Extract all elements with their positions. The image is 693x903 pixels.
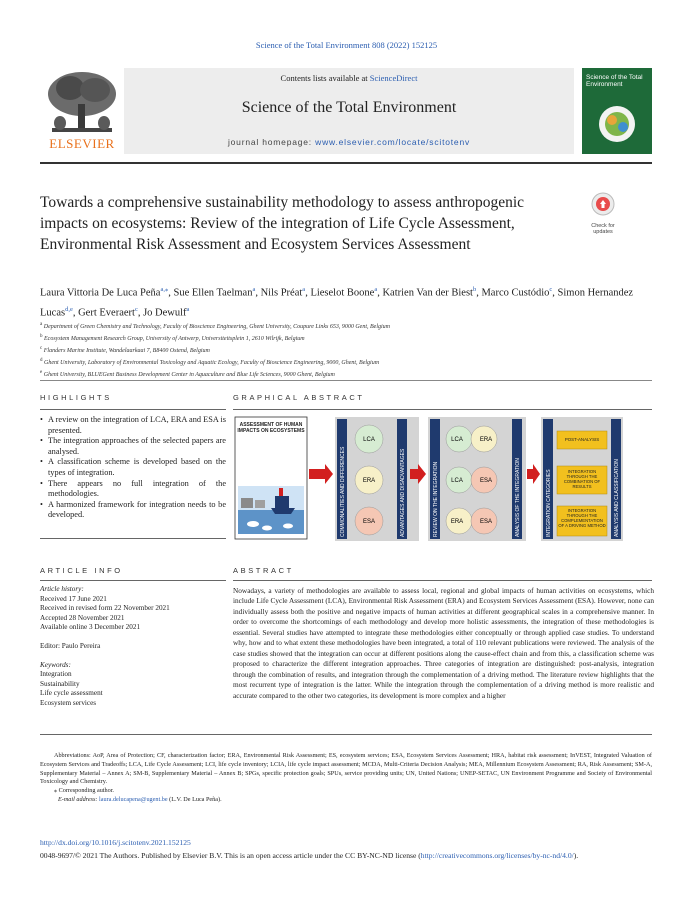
affiliation-mark: a [40, 322, 43, 327]
review-label: REVIEW ON THE INTEGRATION [433, 461, 439, 537]
author-name[interactable]: Marco Custódio [481, 287, 550, 299]
author-separator: , [552, 287, 558, 299]
affiliation-item [40, 344, 640, 356]
history-label: Article history: [40, 585, 84, 593]
flow-arrow-1 [309, 464, 333, 484]
author-separator: , [137, 307, 144, 318]
license-prefix: 0048-9697/© 2021 The Authors. Published by Elsevier B.V. This is an open access article under the CC BY-NC-ND license ( [40, 851, 421, 860]
ecosystem-illustration-icon [238, 486, 304, 534]
journal-homepage [130, 137, 568, 147]
highlights-list [40, 415, 226, 521]
bullet-icon: • [40, 415, 43, 424]
doi-link[interactable]: http://dx.doi.org/10.1016/j.scitotenv.2021.152125 [40, 838, 191, 847]
author-list [40, 282, 640, 321]
analysis-label: ANALYSIS OF THE INTEGRATION [515, 458, 521, 537]
keywords-label: Keywords: [40, 660, 71, 669]
combination-label: INTEGRATION THROUGH THE COMBINATION OF RESULTS [563, 469, 601, 489]
flow-arrow-3 [527, 464, 540, 484]
pair3-esa-label: ESA [479, 519, 493, 525]
highlight-item [40, 457, 226, 478]
pair1-era-label: ERA [479, 437, 493, 443]
email-label: E-mail address: [58, 795, 100, 803]
history-item: Received in revised form 22 November 2021 [40, 604, 170, 613]
assessment-box-title: ASSESSMENT OF HUMAN IMPACTS ON ECOSYSTEMS [237, 422, 305, 434]
author-separator: , [305, 287, 311, 299]
author-affiliation-mark[interactable]: b [472, 286, 477, 293]
author-name[interactable]: Gert Everaert [78, 307, 135, 318]
journal-title: Science of the Total Environment [241, 99, 457, 116]
keyword: Life cycle assessment [40, 689, 103, 698]
author-affiliation-mark[interactable]: a [374, 286, 378, 293]
check-for-updates-badge[interactable] [584, 192, 622, 235]
complementation-label: INTEGRATION THROUGH THE COMPLEMENTATION OF A DRIVING METHOD [558, 508, 606, 528]
abbreviations-footnote: Abbreviations: AoP, Area of Protection; CF, characterization factor; ERA, Environmental Risk Assessment; ES, ecosystem services; ESA, Ecosystem Services Assessment; HRA, habitat risk assessment; InVEST, Integrated Valuation of Ecosystem Services and Tradeoffs; LCA, Life Cycle Assessment; LCI, life cycle inventory; LCIA, life cycle impact assessment; MCDA, Multi-Criteria Decision Analysis; MEA, Millennium Ecosystem Assessment; RA, Risk Assessment; SM-A, Supplementary Material – Annex A; SM-B, Supplementary Material – Annex B; SPGs, specific protection goals; SPUs, service providing units; UN, United Nations; UNEP-SETAC, UN Environment Programme and Society of Environmental Toxicology and Chemistry. [40, 752, 652, 786]
pair3-era-label: ERA [450, 519, 464, 525]
crossmark-label: Check for updates [591, 223, 615, 235]
article-info-rule [40, 580, 226, 581]
affiliation-list [40, 320, 640, 380]
bullet-icon: • [40, 457, 43, 467]
commonalities-label: COMMONALITIES AND DIFFERENCES [340, 446, 346, 537]
affiliation-item [40, 356, 640, 368]
history-item: Accepted 28 November 2021 [40, 613, 125, 622]
cover-art-icon [582, 98, 652, 154]
affiliation-text: Ghent University, BLUEGent Business Development Center in Aquaculture and Blue Life Sciences, 9000 Ghent, Belgium [43, 372, 335, 378]
email-suffix: (L.V. De Luca Peña). [167, 795, 222, 803]
contents-prefix: Contents lists available at [280, 73, 370, 83]
history-item: Available online 3 December 2021 [40, 623, 141, 632]
corresponding-author-note: ⁎ Corresponding author. [54, 787, 114, 795]
keyword: Integration [40, 670, 72, 679]
homepage-link[interactable]: www.elsevier.com/locate/scitotenv [315, 137, 471, 147]
license-statement [40, 850, 652, 862]
journal-reference[interactable]: Science of the Total Environment 808 (2022) 152125 [255, 40, 438, 50]
footnotes [40, 752, 652, 805]
affiliation-text: Flanders Marine Institute, Wandelaarkaai 7, B8400 Ostend, Belgium [43, 348, 210, 354]
contents-line [130, 73, 568, 83]
author-name[interactable]: Nils Préat [260, 287, 303, 299]
highlight-text: A classification scheme is developed based on the types of integration. [48, 457, 226, 477]
author-name[interactable]: Lieselot Boone [310, 287, 375, 299]
keyword: Sustainability [40, 679, 80, 688]
bullet-icon: • [40, 499, 43, 509]
author-affiliation-mark[interactable]: c [134, 305, 138, 313]
classification-label: ANALYSIS AND CLASSIFICATION [614, 459, 620, 537]
sciencedirect-link[interactable]: ScienceDirect [369, 73, 418, 83]
post-analysis-label: POST-ANALYSIS [564, 437, 600, 442]
affiliation-mark: b [40, 334, 43, 339]
author-separator: , [255, 287, 261, 299]
article-info [40, 585, 226, 709]
author-affiliation-mark[interactable]: d,e [65, 305, 73, 313]
author-name[interactable]: Simon Hernandez Lucas [40, 287, 634, 318]
cover-title: Science of the Total Environment [586, 74, 643, 88]
highlight-text: A harmonized framework for integration needs to be developed. [48, 499, 226, 520]
lca-circle-label: LCA [363, 437, 375, 443]
email-link[interactable]: laura.delucapena@ugent.be [99, 795, 168, 803]
affiliation-text: Ecosystem Management Research Group, University of Antwerp, Universiteitsplein 1, 2610 Wilrijk, Belgium [44, 336, 305, 342]
history-item: Received 17 June 2021 [40, 594, 107, 603]
categories-label: INTEGRATION CATEGORIES [546, 469, 552, 537]
advantages-label: ADVANTAGES AND DISADVANTAGES [400, 448, 406, 537]
homepage-prefix: journal homepage: [227, 137, 316, 147]
author-affiliation-mark[interactable]: a [302, 286, 306, 293]
crossmark-icon [584, 192, 622, 218]
author-affiliation-mark[interactable]: a,⁎ [160, 286, 169, 293]
highlights-bottom-rule [40, 538, 226, 539]
header-divider [40, 162, 652, 164]
author-affiliation-mark[interactable]: c [549, 286, 553, 293]
author-name[interactable]: Sue Ellen Taelman [173, 287, 253, 299]
highlights-top-rule [40, 409, 226, 410]
era-circle-label: ERA [362, 478, 376, 484]
highlights-heading: HIGHLIGHTS [40, 393, 112, 402]
pair1-lca-label: LCA [451, 437, 463, 443]
esa-circle-label: ESA [362, 519, 376, 525]
author-name[interactable]: Laura Vittoria De Luca Peña [40, 287, 161, 299]
abstract-heading: ABSTRACT [233, 566, 294, 575]
affiliation-mark: e [40, 370, 43, 375]
license-link[interactable]: http://creativecommons.org/licenses/by-nc-nd/4.0/ [420, 851, 574, 860]
abstract-text: Nowadays, a variety of methodologies are available to assess local, regional and global impacts of human activities on ecosystems, which include Life Cycle Assessment (LCA), Environmental Risk Assessment (ERA) and Ecosystem Services Assessment (ESA). However, none can individually assess both the positive and negative impacts of human activities at different geographical scales in a comprehensive manner. In order to overcome the shortcomings of each methodology and develop more holistic assessments, the integration of these methodologies is essential. Several studies have attempted to integrate these methodologies either conceptually or through applied case studies. To understand why, how and to what extent these methodologies have been integrated, a total of 110 relevant publications were reviewed. The analysis of the case studies showed that the integration can occur at different positions along the cause-effect chain and from this, a classification scheme was proposed to characterize the different integration approaches. Three categories of integration are distinguished: post-analysis, integration through the combination of results, and integration through the complementation of a driving method. The literature review highlights that the most recurrent type of integration is the latter. While the integration through the complementation of a driving method is more realistic and accurate compared to the other two categories, its development is more complex and a higher [233, 586, 654, 700]
publisher-name: ELSEVIER [49, 136, 115, 151]
title-divider [40, 380, 652, 381]
abstract-rule [233, 580, 652, 581]
affiliation-text: Ghent University, Laboratory of Environmental Toxicology and Aquatic Ecology, Faculty of Bioscience Engineering, 9000, Ghent, Belgium [44, 360, 380, 366]
highlight-item [40, 500, 226, 521]
keyword: Ecosystem services [40, 698, 97, 707]
highlight-text: There appears no full integration of the methodologies. [48, 478, 226, 499]
elsevier-tree-icon [40, 68, 124, 138]
highlight-item [40, 479, 226, 500]
affiliation-text: Department of Green Chemistry and Technology, Faculty of Bioscience Engineering, Ghent University, Coupure Links 653, 9000 Gent, Belgium [43, 324, 391, 330]
article-title: Towards a comprehensive sustainability methodology to assess anthropogenic impacts on ecosystems: Review of the integration of Life Cycle Assessment, Environmental Risk Assessment and Ecosystem Services Assessment [40, 194, 525, 253]
highlight-text: A review on the integration of LCA, ERA and ESA is presented. [48, 415, 226, 435]
affiliation-item [40, 368, 640, 380]
author-separator: , [168, 287, 174, 299]
affiliation-mark: d [40, 358, 43, 363]
graphical-abstract-figure[interactable] [233, 414, 623, 544]
article-info-heading: ARTICLE INFO [40, 566, 123, 575]
highlight-text: The integration approaches of the selected papers are analysed. [48, 436, 226, 456]
author-separator: , [72, 307, 79, 318]
author-affiliation-mark[interactable]: a [186, 305, 190, 313]
graphical-abstract-heading: GRAPHICAL ABSTRACT [233, 393, 365, 402]
highlight-item [40, 436, 226, 457]
author-separator: , [377, 287, 383, 299]
license-suffix: ). [573, 851, 579, 860]
pair2-esa-label: ESA [479, 478, 493, 484]
author-name[interactable]: Katrien Van der Biest [382, 287, 473, 299]
highlight-item [40, 415, 226, 436]
affiliation-mark: c [40, 346, 43, 351]
abstract-bottom-rule [40, 734, 652, 735]
affiliation-item [40, 332, 640, 344]
pair2-lca-label: LCA [451, 478, 463, 484]
graphical-abstract-rule [233, 409, 652, 410]
editor: Editor: Paulo Pereira [40, 641, 101, 650]
journal-cover[interactable] [582, 68, 652, 154]
author-name[interactable]: Jo Dewulf [143, 307, 187, 318]
bullet-icon: • [40, 436, 43, 446]
author-affiliation-mark[interactable]: a [252, 286, 256, 293]
bullet-icon: • [40, 478, 43, 488]
affiliation-item [40, 320, 640, 332]
author-separator: , [476, 287, 482, 299]
